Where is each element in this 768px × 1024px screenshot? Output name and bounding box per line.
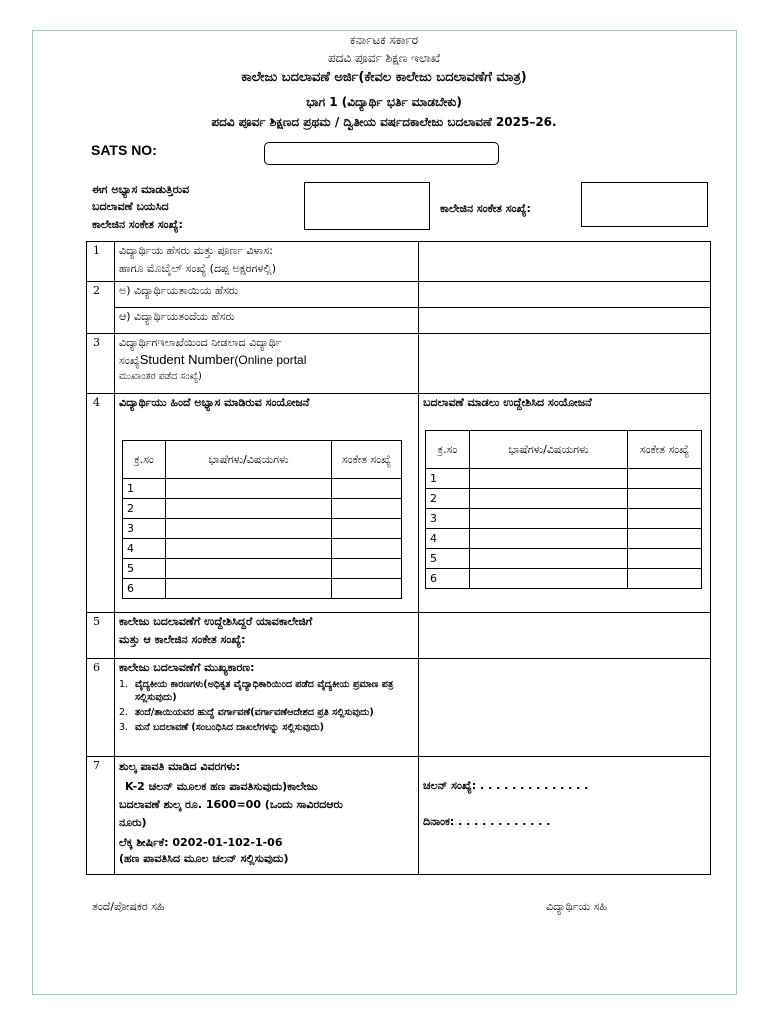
code-cell[interactable] (628, 489, 702, 509)
row3-student-number: Student Number (139, 352, 235, 367)
table-row (426, 489, 702, 509)
row-number: 3 (87, 334, 115, 394)
col-sl-header: ಕ್ರ.ಸಂ (426, 431, 470, 469)
table-row (123, 579, 402, 599)
subject-cell[interactable] (166, 539, 332, 559)
col-code-header: ಸಂಕೇತ ಸಂಖ್ಯೆ (332, 441, 402, 479)
sats-label: SATS NO: (91, 142, 157, 158)
serial-cell: 6 (123, 579, 166, 599)
parent-signature-label: ತಂದೆ/ಪೋಷಕರ ಸಹಿ (92, 900, 165, 913)
row6-value[interactable] (419, 659, 711, 757)
current-college-code-box[interactable] (304, 182, 430, 230)
table-row (123, 499, 402, 519)
row4-left-title: ವಿದ್ಯಾರ್ಥಿಯು ಹಿಂದೆ ಅಭ್ಯಾಸ ಮಾಡಿರುವ ಸಂಯೋಜನೆ (119, 396, 310, 409)
row3-label (115, 334, 419, 394)
table-row (426, 549, 702, 569)
table-row (87, 334, 711, 394)
code-cell[interactable] (628, 509, 702, 529)
table-row (426, 529, 702, 549)
col-subject-header: ಭಾಷೆಗಳು/ವಿಷಯಗಳು (166, 441, 332, 479)
table-row (87, 757, 711, 875)
row1-label (115, 242, 419, 282)
table-row (123, 479, 402, 499)
row7-line2: ಬದಲಾವಣೆ ಶುಲ್ಕ ರೂ. 1600=00 (ಒಂದು ಸಾವಿರದಆರು (119, 798, 343, 811)
row4-left-cell (115, 394, 419, 613)
row3-value[interactable] (419, 334, 711, 394)
code-cell[interactable] (332, 579, 402, 599)
subject-cell[interactable] (470, 529, 628, 549)
reason-medical: ವೈದ್ಯಕೀಯ ಕಾರಣಗಳು(ಅಧಿಕೃತ ವೈದ್ಯಾಧಿಕಾರಿಯಿಂದ ಪಡೆದ ವೈದ್ಯಕೀಯ ಪ್ರಮಾಣ ಪತ್ರ ಸಲ್ಲಿಸುವುದು) (135, 679, 394, 703)
row-number: 7 (87, 757, 115, 875)
reason-number: 2. (119, 707, 129, 718)
row2b-value[interactable] (419, 308, 711, 334)
row-number: 1 (87, 242, 115, 282)
table-row (426, 469, 702, 489)
code-cell[interactable] (628, 469, 702, 489)
code-cell[interactable] (628, 569, 702, 589)
subject-cell[interactable] (470, 509, 628, 529)
col-subject-header: ಭಾಷೆಗಳು/ವಿಷಯಗಳು (470, 431, 628, 469)
table-row (87, 659, 711, 757)
form-subtitle: ಪದವಿ ಪೂರ್ವ ಶಿಕ್ಷಣದ ಪ್ರಥಮ / ದ್ವಿತೀಯ ವರ್ಷದಕಾಲೇಜು ಬದಲಾವಣೆ 2025–26. (211, 115, 557, 129)
serial-cell: 4 (123, 539, 166, 559)
row5-line1: ಕಾಲೇಜು ಬದಲಾವಣೆಗೆ ಉದ್ದೇಶಿಸಿದ್ದರೆ ಯಾವಕಾಲೇಜಿಗೆ (119, 615, 313, 628)
serial-cell: 5 (426, 549, 470, 569)
code-cell[interactable] (628, 529, 702, 549)
row7-title: ಶುಲ್ಕ ಪಾವತಿ ಮಾಡಿದ ವಿವರಗಳು: (119, 760, 241, 773)
subject-cell[interactable] (166, 479, 332, 499)
subject-cell[interactable] (166, 559, 332, 579)
table-row (87, 394, 711, 613)
serial-cell: 3 (426, 509, 470, 529)
col-code-header: ಸಂಕೇತ ಸಂಖ್ಯೆ (628, 431, 702, 469)
serial-cell: 1 (123, 479, 166, 499)
code-cell[interactable] (332, 519, 402, 539)
reason-house-change: ಮನೆ ಬದಲಾವಣೆ (ಸಂಬಂಧಿಸಿದ ದಾಖಲೆಗಳನ್ನು ಸಲ್ಲಿಸುವುದು) (135, 722, 324, 733)
subject-cell[interactable] (166, 579, 332, 599)
application-table (86, 241, 711, 875)
table-row (123, 539, 402, 559)
code-cell[interactable] (332, 539, 402, 559)
form-part: ಭಾಗ 1 (ವಿದ್ಯಾರ್ಥಿ ಭರ್ತಿ ಮಾಡಬೇಕು) (306, 95, 462, 109)
row4-right-cell (419, 394, 711, 613)
current-college-label-1: ಈಗ ಅಭ್ಯಾಸ ಮಾಡುತ್ತಿರುವ (92, 183, 190, 196)
reason-transfer: ತಂದೆ/ತಾಯಿಯವರ ಹುದ್ದೆ ವರ್ಗಾವಣೆ(ವರ್ಗಾವಣೆಆದೇಶದ ಪ್ರತಿ ಸಲ್ಲಿಸುವುದು) (135, 707, 374, 718)
dept-heading: ಪದವಿ ಪೂರ್ವ ಶಿಕ್ಷಣ ಇಲಾಖೆ (327, 51, 441, 65)
current-college-label-3: ಕಾಲೇಜಿನ ಸಂಕೇತ ಸಂಖ್ಯೆ: (92, 218, 183, 231)
table-row (123, 559, 402, 579)
row7-line3: ನೂರು) (119, 816, 147, 829)
row5-line2: ಮತ್ತು ಆ ಕಾಲೇಜಿನ ಸಂಕೇತ ಸಂಖ್ಯೆ: (119, 633, 246, 646)
table-row (87, 282, 711, 308)
reason-number: 3. (119, 722, 129, 733)
code-cell[interactable] (332, 559, 402, 579)
serial-cell: 6 (426, 569, 470, 589)
table-row (426, 509, 702, 529)
current-college-label-2: ಬದಲಾವಣೆ ಬಯಸಿದ (92, 200, 169, 213)
row7-value (419, 757, 711, 875)
subject-cell[interactable] (166, 499, 332, 519)
row2b-label: ಆ) ವಿದ್ಯಾರ್ಥಿಯತಂದೆಯ ಹೆಸರು (115, 308, 419, 334)
row-number: 5 (87, 613, 115, 659)
subject-cell[interactable] (470, 569, 628, 589)
row2a-label: ಅ) ವಿದ್ಯಾರ್ಥಿಯತಾಯಿಯ ಹೆಸರು (115, 282, 419, 308)
student-signature-label: ವಿದ್ಯಾರ್ಥಿಯ ಸಹಿ (546, 900, 608, 913)
row7-label (115, 757, 419, 875)
code-cell[interactable] (628, 549, 702, 569)
sats-input[interactable] (264, 142, 499, 165)
row6-title: ಕಾಲೇಜು ಬದಲಾವಣೆಗೆ ಮುಖ್ಯಕಾರಣ: (119, 661, 255, 674)
form-title: ಕಾಲೇಜು ಬದಲಾವಣೆ ಅರ್ಜಿ(ಕೇವಲ ಕಾಲೇಜು ಬದಲಾವಣೆಗೆ ಮಾತ್ರ) (241, 70, 527, 85)
serial-cell: 4 (426, 529, 470, 549)
col-sl-header: ಕ್ರ.ಸಂ (123, 441, 166, 479)
table-row (123, 519, 402, 539)
row7-line5: (ಹಣ ಪಾವತಿಸಿದ ಮೂಲ ಚಲನ್ ಸಲ್ಲಿಸುವುದು) (119, 852, 289, 865)
table-row (426, 569, 702, 589)
row-number: 2 (87, 282, 115, 334)
row3-line1: ವಿದ್ಯಾರ್ಥಿಗಇಲಾಖೆಯಿಂದ ನೀಡಲಾದ ವಿದ್ಯಾರ್ಥಿ (119, 336, 282, 349)
serial-cell: 2 (123, 499, 166, 519)
target-college-code-label: ಕಾಲೇಜಿನ ಸಂಕೇತ ಸಂಖ್ಯೆ: (440, 202, 531, 215)
challan-date-field[interactable]: ದಿನಾಂಕ: . . . . . . . . . . . . (423, 815, 551, 828)
row3-sankhye: ಸಂಖ್ಯೆ (119, 354, 140, 367)
code-cell[interactable] (332, 479, 402, 499)
serial-cell: 2 (426, 489, 470, 509)
subject-cell[interactable] (470, 489, 628, 509)
challan-number-field[interactable]: ಚಲನ್ ಸಂಖ್ಯೆ: . . . . . . . . . . . . . . (423, 779, 589, 792)
subject-cell[interactable] (470, 549, 628, 569)
reason-number: 1. (119, 679, 129, 690)
table-row (87, 308, 711, 334)
row1-line1: ವಿದ್ಯಾರ್ಥಿಯ ಹೆಸರು ಮತ್ತು ಪೂರ್ಣ ವಿಳಾಸ: (119, 244, 273, 257)
serial-cell: 1 (426, 469, 470, 489)
row-number: 6 (87, 659, 115, 757)
row5-label (115, 613, 419, 659)
row5-value[interactable] (419, 613, 711, 659)
serial-cell: 3 (123, 519, 166, 539)
row7-line4: ಲೆಕ್ಕ ಶೀರ್ಷಿಕೆ: 0202-01-102-1-06 (119, 836, 283, 849)
row3-line3: ಮುಖಾಂತರ ಪಡೆದ ಸಂಖ್ಯೆ) (119, 371, 202, 382)
code-cell[interactable] (332, 499, 402, 519)
table-row (87, 242, 711, 282)
govt-heading: ಕರ್ನಾಟಕ ಸರ್ಕಾರ (349, 33, 419, 47)
target-college-code-box[interactable] (581, 182, 708, 227)
serial-cell: 5 (123, 559, 166, 579)
row-number: 4 (87, 394, 115, 613)
subject-cell[interactable] (470, 469, 628, 489)
target-combination-table (425, 430, 702, 589)
row2a-value[interactable] (419, 282, 711, 308)
table-row (87, 613, 711, 659)
row7-line1: K-2 ಚಲನ್ ಮೂಲಕ ಹಣ ಪಾವತಿಸುವುದು)ಕಾಲೇಜು (125, 780, 318, 793)
row3-online-portal: (Online portal (234, 353, 307, 367)
row6-label (115, 659, 419, 757)
previous-combination-table (122, 440, 402, 599)
row1-value[interactable] (419, 242, 711, 282)
subject-cell[interactable] (166, 519, 332, 539)
row1-line2: ಹಾಗೂ ಮೊಬೈಲ್ ಸಂಖ್ಯೆ (ದಪ್ಪ ಅಕ್ಷರಗಳಲ್ಲಿ) (119, 262, 277, 275)
row4-right-title: ಬದಲಾವಣೆ ಮಾಡಲು ಉದ್ದೇಶಿಸಿದ ಸಂಯೋಜನೆ (423, 396, 592, 409)
